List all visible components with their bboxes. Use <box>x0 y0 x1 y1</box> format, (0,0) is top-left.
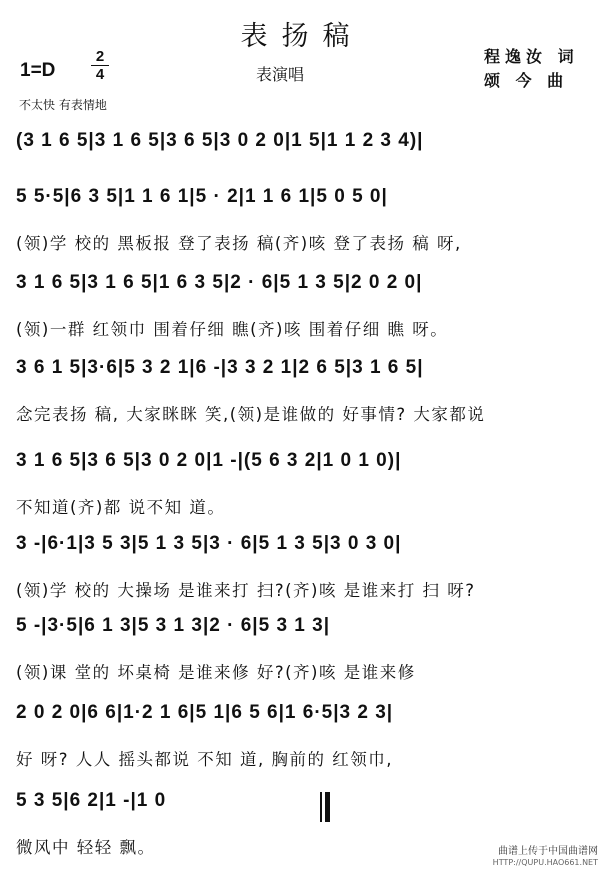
notation-row: 3 -|6·1|3 5 3|5 1 3 5|3 · 6|5 1 3 5|3 0 3 0| <box>16 533 402 554</box>
watermark-line2: HTTP://QUPU.HAO661.NET <box>492 858 598 867</box>
lyric-row: (领)学 校的 大操场 是谁来打 扫?(齐)咳 是谁来打 扫 呀? <box>16 581 476 600</box>
final-barline <box>320 792 331 822</box>
lyric-row: (领)学 校的 黑板报 登了表扬 稿(齐)咳 登了表扬 稿 呀, <box>16 234 462 253</box>
notation-row: 2 0 2 0|6 6|1·2 1 6|5 1|6 5 6|1 6·5|3 2 3| <box>16 702 394 723</box>
notation-row: 3 1 6 5|3 1 6 5|1 6 3 5|2 · 6|5 1 3 5|2 0 2 0| <box>16 272 423 293</box>
lyricist-credit: 程逸汝 词 <box>484 47 579 66</box>
time-signature <box>91 49 109 82</box>
notation-row: (3 1 6 5|3 1 6 5|3 6 5|3 0 2 0|1 5|1 1 2 3 4)| <box>16 130 424 151</box>
time-signature-top: 2 <box>95 48 105 65</box>
notation-row: 5 -|3·5|6 1 3|5 3 1 3|2 · 6|5 3 1 3| <box>16 615 331 636</box>
lyric-row: (领)课 堂的 坏桌椅 是谁来修 好?(齐)咳 是谁来修 <box>16 663 416 682</box>
song-title: 表扬稿 <box>240 21 364 52</box>
watermark <box>493 846 598 868</box>
tempo-marking: 不太快 有表情地 <box>19 98 107 112</box>
lyric-row: 不知道(齐)都 说不知 道。 <box>16 498 226 517</box>
notation-row: 5 3 5|6 2|1 -|1 0 <box>16 790 167 811</box>
lyric-row: (领)一群 红领巾 围着仔细 瞧(齐)咳 围着仔细 瞧 呀。 <box>16 320 449 339</box>
performance-style: 表演唱 <box>256 65 305 84</box>
lyric-row: 好 呀? 人人 摇头都说 不知 道, 胸前的 红领巾, <box>16 750 393 769</box>
notation-row: 3 6 1 5|3·6|5 3 2 1|6 -|3 3 2 1|2 6 5|3 1 6 5| <box>16 357 424 378</box>
key-signature: 1=D <box>20 60 56 81</box>
notation-row: 3 1 6 5|3 6 5|3 0 2 0|1 -|(5 6 3 2|1 0 1 0)| <box>16 450 402 471</box>
notation-row: 5 5·5|6 3 5|1 1 6 1|5 · 2|1 1 6 1|5 0 5 0| <box>16 186 388 207</box>
composer-credit: 颂 今 曲 <box>484 71 569 90</box>
time-signature-bottom: 4 <box>95 66 105 83</box>
lyric-row: 微风中 轻轻 飘。 <box>16 838 156 857</box>
watermark-line1: 曲谱上传于中国曲谱网 <box>498 846 598 857</box>
lyric-row: 念完表扬 稿, 大家眯眯 笑,(领)是谁做的 好事情? 大家都说 <box>16 405 486 424</box>
